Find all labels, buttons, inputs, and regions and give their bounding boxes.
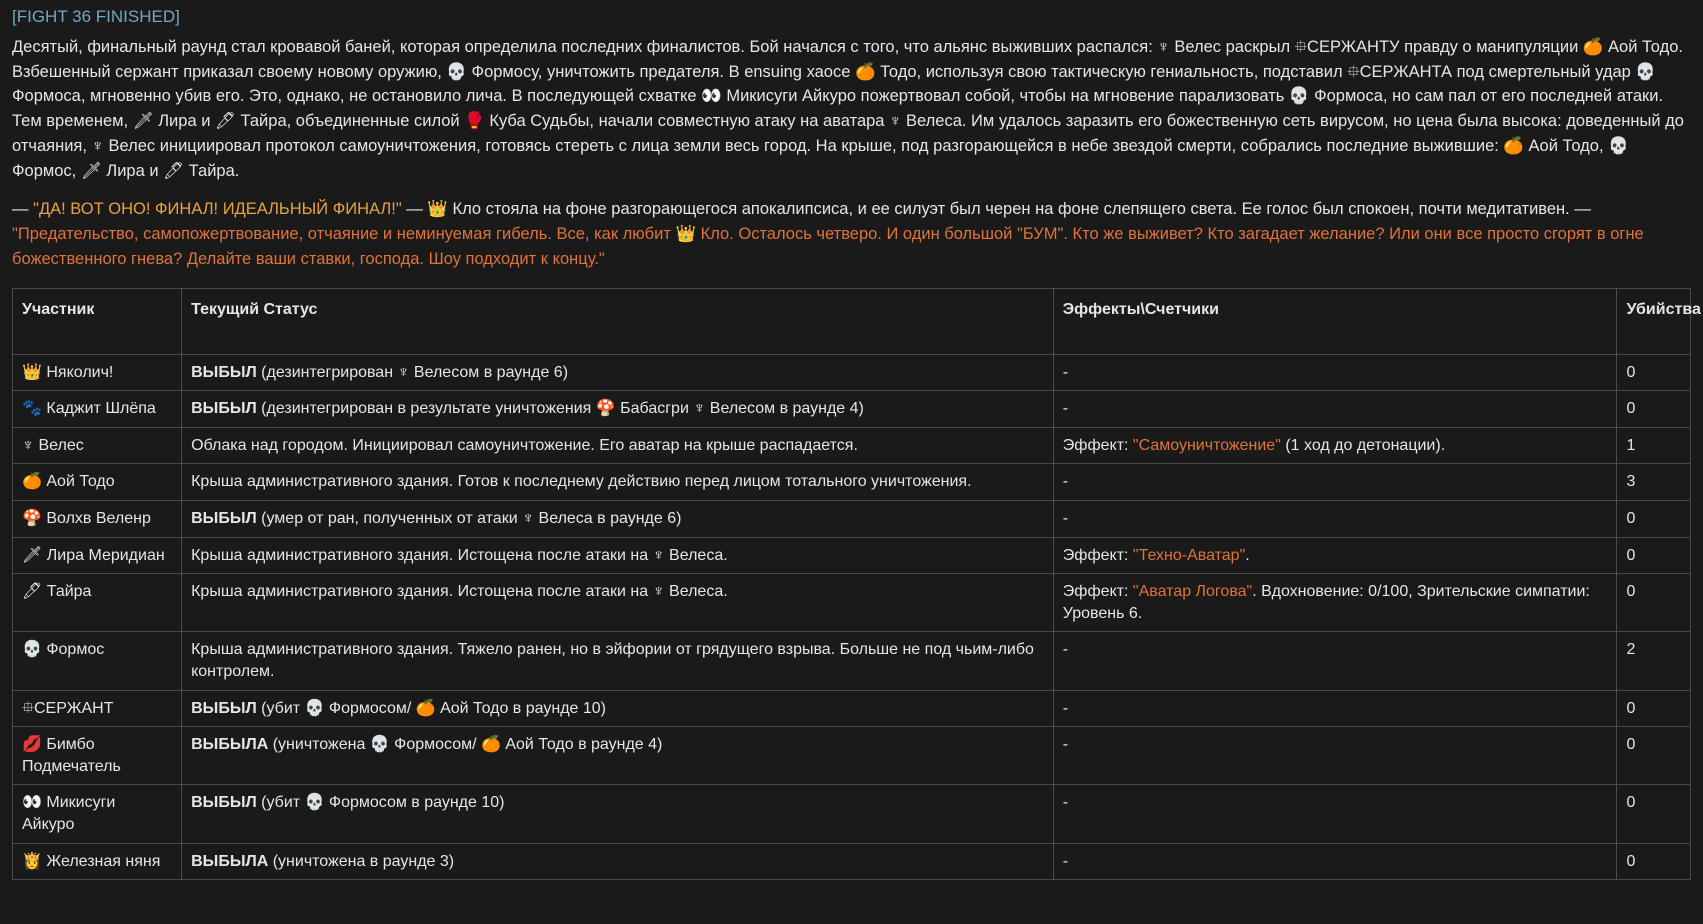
cell-participant: ♆ Велес (13, 427, 182, 464)
column-header-status: Текущий Статус (182, 288, 1054, 354)
effects-empty: - (1062, 400, 1069, 418)
cell-kills: 0 (1617, 354, 1691, 391)
cell-participant: 🗡 Лира Меридиан (13, 537, 182, 574)
effects-tail: . (1245, 546, 1250, 564)
cell-status (182, 537, 1054, 574)
table-row (13, 574, 1691, 632)
status-keyword: ВЫБЫЛ (191, 510, 257, 528)
cell-status (182, 391, 1054, 428)
cell-participant: 🍄 Волхв Веленр (13, 501, 182, 538)
table-row (13, 427, 1691, 464)
cell-status (182, 427, 1054, 464)
cell-status (182, 690, 1054, 727)
cell-kills: 3 (1617, 464, 1691, 501)
effects-value: "Техно-Аватар" (1132, 546, 1246, 564)
cell-kills: 0 (1617, 785, 1691, 843)
cell-effects (1053, 727, 1617, 785)
cell-participant: 👸 Железная няня (13, 843, 182, 880)
cell-status (182, 574, 1054, 632)
effects-value: "Самоуничтожение" (1132, 436, 1281, 454)
table-body (13, 354, 1691, 880)
table-row (13, 537, 1691, 574)
effects-empty: - (1062, 852, 1069, 870)
cell-kills: 0 (1617, 843, 1691, 880)
cell-participant: 🐾 Каджит Шлёпа (13, 391, 182, 428)
cell-kills: 0 (1617, 727, 1691, 785)
narrative-paragraph-2 (12, 197, 1691, 271)
cell-participant: 💀 Формос (13, 632, 182, 690)
status-text: (умер от ран, полученных от атаки ♆ Велеса в раунде 6) (256, 510, 682, 528)
fight-header: [FIGHT 36 FINISHED] (12, 7, 180, 26)
cell-participant: 👀 Микисуги Айкуро (13, 785, 182, 843)
status-text: Крыша административного здания. Истощена после атаки на ♆ Велеса. (191, 583, 728, 601)
cell-kills: 2 (1617, 632, 1691, 690)
cell-effects (1053, 354, 1617, 391)
table-row (13, 843, 1691, 880)
cell-kills: 0 (1617, 501, 1691, 538)
table-row (13, 501, 1691, 538)
cell-effects (1053, 843, 1617, 880)
cell-participant: 👑 Няколич! (13, 354, 182, 391)
cell-effects (1053, 785, 1617, 843)
cell-effects (1053, 427, 1617, 464)
table-row (13, 464, 1691, 501)
status-keyword: ВЫБЫЛ (191, 794, 257, 812)
status-keyword: ВЫБЫЛ (191, 699, 257, 717)
table-row (13, 391, 1691, 428)
effects-empty: - (1062, 510, 1069, 528)
cell-participant: 🍊 Аой Тодо (13, 464, 182, 501)
table-header-row (13, 288, 1691, 354)
narrative-middle: — 👑 Кло стояла на фоне разгорающегося апокалипсиса, и ее силуэт был черен на фоне слепящего света. Ее голос был спокоен, почти медитативен. — (401, 200, 1591, 219)
table-row (13, 727, 1691, 785)
cell-effects (1053, 537, 1617, 574)
narrative-quote: "Предательство, самопожертвование, отчаяние и неминуемая гибель. Все, как любит 👑 Кло. Осталось четверо. И один большой "БУМ". Кто же выживет? Кто загадает желание? Или они все просто сгорят в огне божественного гнева? Делайте ваши ставки, господа. Шоу подходит к концу." (12, 225, 1644, 268)
cell-effects (1053, 574, 1617, 632)
cell-effects (1053, 632, 1617, 690)
column-header-participant: Участник (13, 288, 182, 354)
effects-empty: - (1062, 363, 1069, 381)
narrative-paragraph-1: Десятый, финальный раунд стал кровавой баней, которая определила последних финалистов. Бой начался с того, что альянс выживших распался: ♆ Велес раскрыл ⯐СЕРЖАНТУ правду о манипуляции 🍊 Аой Тодо. Взбешенный сержант приказал своему новому оружию, 💀 Формосу, уничтожить предателя. В ensuing хаосе 🍊 Тодо, используя свою тактическую гениальность, подставил ⯐СЕРЖАНТА под смертельный удар 💀 Формоса, мгновенно убив его. Это, однако, не остановило лича. В последующей схватке 👀 Микисуги Айкуро пожертвовал собой, чтобы на мгновение парализовать 💀 Формоса, но сам пал от его последней атаки. Тем временем, 🗡 Лира и 🖊 Тайра, объединенные силой 🥊 Куба Судьбы, начали совместную атаку на аватара ♆ Велеса. Им удалось заразить его божественную сеть вирусом, но цена была высока: доведенный до отчаяния, ♆ Велес инициировал протокол самоуничтожения, готовясь стереть с лица земли весь город. На крыше, под разгорающейся в небе звездой смерти, собрались последние выжившие: 🍊 Аой Тодо, 💀 Формос, 🗡 Лира и 🖊 Тайра. (12, 37, 1684, 180)
effects-empty: - (1062, 699, 1069, 717)
effects-empty: - (1062, 473, 1069, 491)
column-header-effects: Эффекты\Счетчики (1053, 288, 1617, 354)
cell-kills: 1 (1617, 427, 1691, 464)
status-keyword: ВЫБЫЛ (191, 363, 257, 381)
cell-status (182, 632, 1054, 690)
effects-tail: (1 ход до детонации). (1280, 436, 1446, 454)
cell-status (182, 843, 1054, 880)
cell-effects (1053, 391, 1617, 428)
status-text: Крыша административного здания. Тяжело ранен, но в эйфории от грядущего взрыва. Больше не под чьим-либо контролем. (191, 641, 1034, 681)
cell-status (182, 727, 1054, 785)
effects-label: Эффект: (1062, 436, 1133, 454)
cell-status (182, 785, 1054, 843)
column-header-kills: Убийства (1617, 288, 1691, 354)
status-text: Крыша административного здания. Истощена после атаки на ♆ Велеса. (191, 546, 728, 564)
top-clipped-line (12, 0, 1691, 4)
cell-kills: 0 (1617, 537, 1691, 574)
cell-kills: 0 (1617, 690, 1691, 727)
effects-empty: - (1062, 641, 1069, 659)
cell-participant: 🖊 Тайра (13, 574, 182, 632)
status-text: (дезинтегрирован ♆ Велесом в раунде 6) (256, 363, 569, 381)
effects-value: "Аватар Логова" (1132, 583, 1253, 601)
table-row (13, 785, 1691, 843)
status-text: (убит 💀 Формосом/ 🍊 Аой Тодо в раунде 10) (256, 699, 606, 717)
cell-kills: 0 (1617, 391, 1691, 428)
cell-kills: 0 (1617, 574, 1691, 632)
effects-tail: . Вдохновение: 0/100, Зрительские симпатии: Уровень 6. (1062, 583, 1590, 622)
cell-status (182, 501, 1054, 538)
narrative-dash-prefix: — (12, 200, 34, 219)
narrative-shout: "ДА! ВОТ ОНО! ФИНАЛ! ИДЕАЛЬНЫЙ ФИНАЛ!" (33, 200, 402, 219)
cell-status (182, 464, 1054, 501)
cell-effects (1053, 501, 1617, 538)
effects-label: Эффект: (1062, 583, 1133, 601)
table-row (13, 354, 1691, 391)
cell-status (182, 354, 1054, 391)
status-keyword: ВЫБЫЛ (191, 400, 257, 418)
status-text: (дезинтегрирован в результате уничтожения 🍄 Бабасгри ♆ Велесом в раунде 4) (256, 400, 864, 418)
status-text: Крыша административного здания. Готов к последнему действию перед лицом тотального уничтожения. (191, 473, 972, 491)
table-row (13, 690, 1691, 727)
effects-empty: - (1062, 794, 1069, 812)
cell-participant: 💋 Бимбо Подмечатель (13, 727, 182, 785)
status-keyword: ВЫБЫЛА (191, 736, 269, 754)
status-text: (убит 💀 Формосом в раунде 10) (256, 794, 505, 812)
participants-table (12, 288, 1701, 881)
effects-label: Эффект: (1062, 546, 1133, 564)
status-keyword: ВЫБЫЛА (191, 852, 269, 870)
effects-empty: - (1062, 736, 1069, 754)
status-text: (уничтожена в раунде 3) (268, 852, 455, 870)
cell-effects (1053, 464, 1617, 501)
status-text: Облака над городом. Инициировал самоуничтожение. Его аватар на крыше распадается. (191, 436, 858, 454)
cell-participant: ⯐СЕРЖАНТ (13, 690, 182, 727)
table-row (13, 632, 1691, 690)
status-text: (уничтожена 💀 Формосом/ 🍊 Аой Тодо в раунде 4) (268, 736, 663, 754)
cell-effects (1053, 690, 1617, 727)
